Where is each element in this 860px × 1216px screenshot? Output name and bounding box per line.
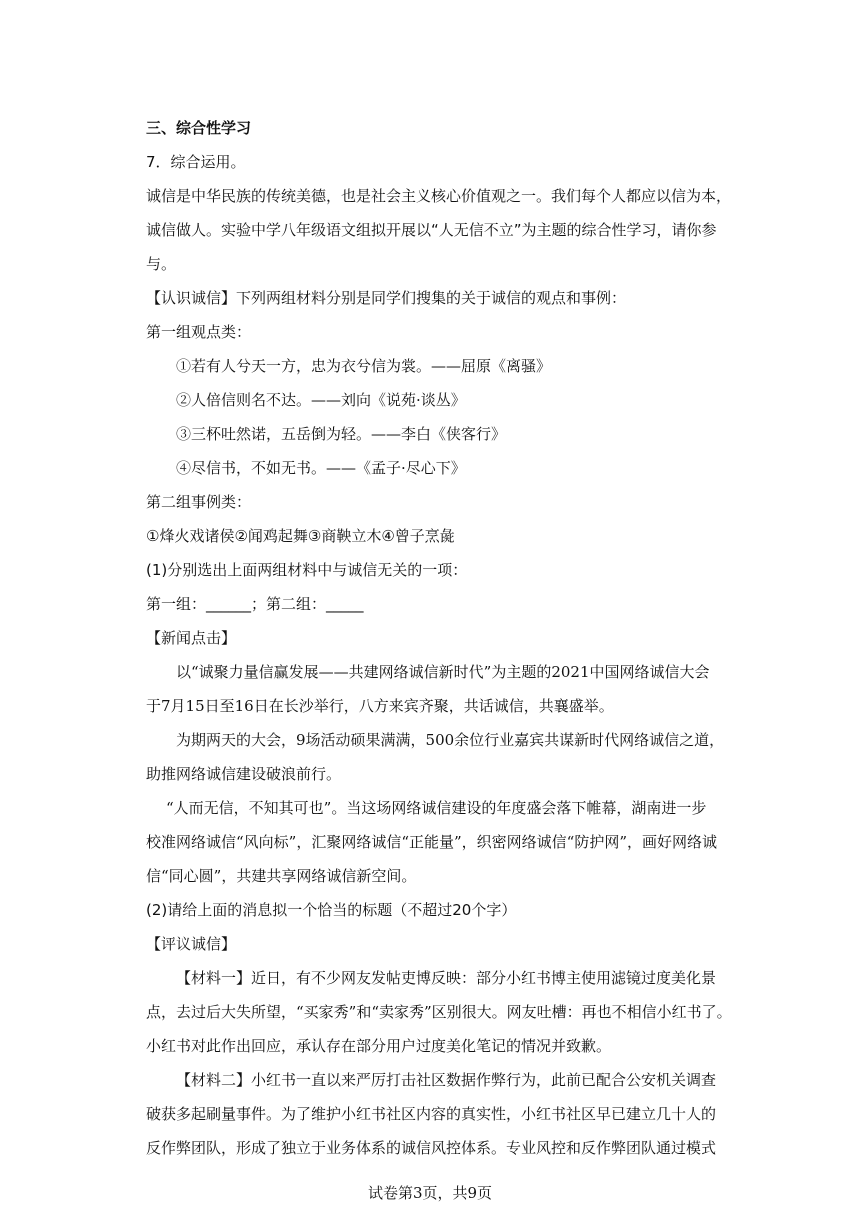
intro-line-1: 诚信是中华民族的传统美德，也是社会主义核心价值观之一。我们每个人都应以信为本， [146,187,732,205]
news-p1-line1: 以“诚聚力量信赢发展——共建网络诚信新时代”为主题的2021中国网络诚信大会 [176,663,710,681]
intro-line-3: 与。 [146,255,177,273]
intro-line-2: 诚信做人。实验中学八年级语文组拟开展以“人无信不立”为主题的综合性学习，请你参 [146,221,717,239]
quote-3: ③三杯吐然诺，五岳倒为轻。——李白《侠客行》 [176,425,507,443]
quote-2: ②人倍信则名不达。——刘向《说苑·谈丛》 [176,391,466,409]
sub-question-1: (1)分别选出上面两组材料中与诚信无关的一项： [146,561,468,579]
news-p3-line1: “人而无信，不知其可也”。当这场网络诚信建设的年度盛会落下帷幕，湖南进一步 [166,799,707,817]
news-p1-line2: 于7月15日至16日在长沙举行，八方来宾齐聚，共话诚信，共襄盛举。 [146,697,614,715]
material-1-line1: 【材料一】近日，有不少网友发帖吏博反映：部分小红书博主使用滤镜过度美化景 [176,969,717,987]
quote-4: ④尽信书，不如无书。——《孟子·尽心下》 [176,459,466,477]
group-one-title: 第一组观点类： [146,323,252,341]
material-2-line1: 【材料二】小红书一直以来严厉打击社区数据作弊行为，此前已配合公安机关调查 [176,1071,717,1089]
section-heading: 三、综合性学习 [146,119,252,137]
recognize-heading: 【认识诚信】下列两组材料分别是同学们搜集的关于诚信的观点和事例： [146,289,627,307]
news-heading: 【新闻点击】 [146,629,237,647]
comment-heading: 【评议诚信】 [146,935,237,953]
news-p2-line1: 为期两天的大会，9场活动硕果满满，500余位行业嘉宾共谋新时代网络诚信之道， [176,731,725,749]
news-p2-line2: 助推网络诚信建设破浪前行。 [146,765,342,783]
examples-line: ①烽火戏诸侯②闻鸡起舞③商鞅立木④曾子烹彘 [146,527,455,545]
material-2-line3: 反作弊团队，形成了独立于业务体系的诚信风控体系。专业风控和反作弊团队通过模式 [146,1139,717,1157]
material-1-line3: 小红书对此作出回应，承认存在部分用户过度美化笔记的情况并致歉。 [146,1037,612,1055]
news-p3-line3: 信“同心圆”，共建共享网络诚信新空间。 [146,867,417,885]
news-p3-line2: 校准网络诚信“风向标”，汇聚网络诚信“正能量”，织密网络诚信“防护网”，画好网络诚 [146,833,718,851]
material-1-line2: 点，去过后大失所望，“买家秀”和“卖家秀”区别很大。网友吐槽：再也不相信小红书了。 [146,1003,732,1021]
quote-1: ①若有人兮天一方，忠为衣兮信为裳。——屈原《离骚》 [176,357,552,375]
sub-question-2: (2)请给上面的消息拟一个恰当的标题（不超过20个字） [146,901,517,919]
material-2-line2: 破获多起刷量事件。为了维护小红书社区内容的真实性，小红书社区早已建立几十人的 [146,1105,717,1123]
question-number: 7．综合运用。 [146,153,246,171]
answer-blanks: 第一组：______；第二组：_____ [146,595,364,613]
group-two-title: 第二组事例类： [146,493,252,511]
page-footer: 试卷第3页，共9页 [367,1184,493,1202]
